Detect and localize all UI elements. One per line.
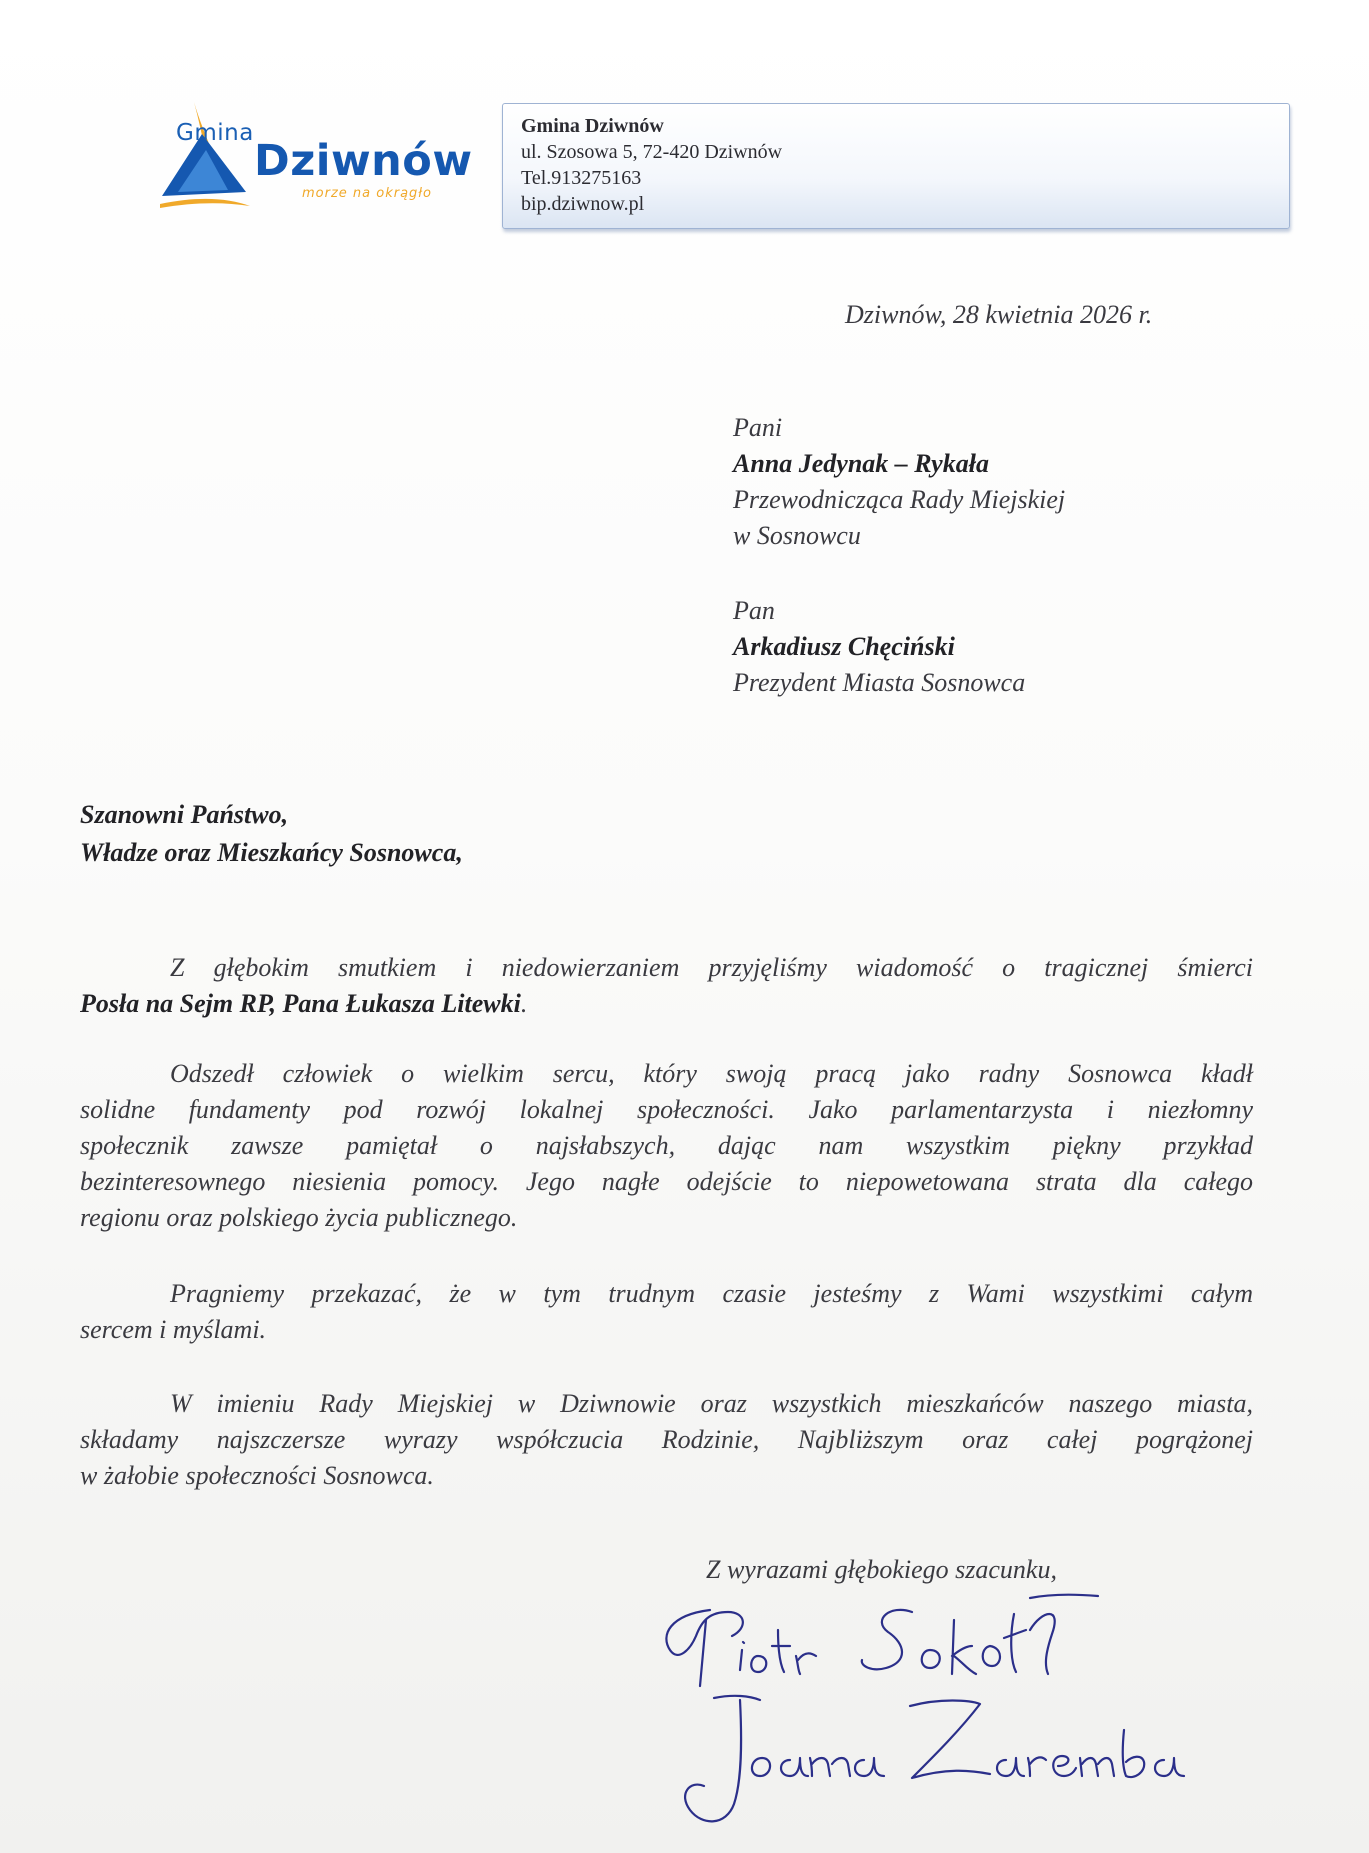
salutation-line-2: Władze oraz Mieszkańcy Sosnowca, bbox=[80, 838, 463, 867]
letter-date: Dziwnów, 28 kwietnia 2026 r. bbox=[845, 300, 1153, 329]
body-paragraph-2 bbox=[80, 1056, 1253, 1236]
signature-joanna-zaremba bbox=[685, 1696, 1184, 1822]
logo-text-dziwnow: Dziwnów bbox=[254, 136, 473, 186]
letterhead-phone: Tel.913275163 bbox=[521, 167, 642, 189]
body-paragraph-3 bbox=[80, 1276, 1253, 1348]
addressee-2-title: Pan bbox=[733, 596, 775, 625]
closing-phrase: Z wyrazami głębokiego szacunku, bbox=[706, 1555, 1057, 1584]
letterhead-website: bip.dziwnow.pl bbox=[521, 193, 645, 215]
logo-tagline: morze na okrągło bbox=[302, 186, 432, 201]
p1-line-1: Z głębokim smutkiem i niedowierzaniem przyjęliśmy wiadomość o tragicznej śmierci bbox=[170, 953, 1253, 982]
p2-line-5: regionu oraz polskiego życia publicznego. bbox=[80, 1203, 518, 1232]
p1-bold-name: Posła na Sejm RP, Pana Łukasza Litewki bbox=[80, 989, 521, 1018]
p2-line-4: bezinteresownego niesienia pomocy. Jego nagłe odejście to niepowetowana strata dla całego bbox=[80, 1167, 1253, 1196]
salutation-line-1: Szanowni Państwo, bbox=[80, 800, 289, 829]
addressee-1-role: Przewodnicząca Rady Miejskiej bbox=[733, 485, 1066, 514]
p1-line-2-end: . bbox=[520, 989, 528, 1018]
addressee-1-name: Anna Jedynak – Rykała bbox=[733, 449, 989, 478]
addressee-2-name: Arkadiusz Chęciński bbox=[733, 632, 955, 661]
addressee-2-role: Prezydent Miasta Sosnowca bbox=[733, 668, 1026, 697]
logo-text-gmina: Gmina bbox=[176, 120, 254, 146]
addressee-1-role-line2: w Sosnowcu bbox=[733, 521, 861, 550]
handwritten-signatures bbox=[650, 1590, 1210, 1840]
logo-wave-orange bbox=[160, 199, 250, 208]
p4-line-2: składamy najszczersze wyrazy współczucia Rodzinie, Najbliższym oraz całej pogrążonej bbox=[80, 1425, 1253, 1454]
body-paragraph-1 bbox=[80, 950, 1253, 1022]
p2-line-1: Odszedł człowiek o wielkim sercu, który swoją pracą jako radny Sosnowca kładł bbox=[170, 1059, 1253, 1088]
letterhead-box bbox=[502, 103, 1290, 229]
p3-line-2: sercem i myślami. bbox=[80, 1315, 267, 1344]
body-paragraph-4 bbox=[80, 1386, 1253, 1494]
p3-line-1: Pragniemy przekazać, że w tym trudnym czasie jesteśmy z Wami wszystkimi całym bbox=[170, 1279, 1253, 1308]
p4-line-3: w żałobie społeczności Sosnowca. bbox=[80, 1461, 434, 1490]
p2-line-3: społecznik zawsze pamiętał o najsłabszych, dając nam wszystkim piękny przykład bbox=[80, 1131, 1253, 1160]
addressee-1-title: Pani bbox=[733, 413, 783, 442]
signature-piotr-sokol bbox=[666, 1595, 1098, 1686]
p2-line-2: solidne fundamenty pod rozwój lokalnej społeczności. Jako parlamentarzysta i niezłomny bbox=[80, 1095, 1253, 1124]
letterhead-name: Gmina Dziwnów bbox=[521, 115, 664, 137]
p4-line-1: W imieniu Rady Miejskiej w Dziwnowie oraz wszystkich mieszkańców naszego miasta, bbox=[170, 1389, 1253, 1418]
letterhead-address: ul. Szosowa 5, 72-420 Dziwnów bbox=[521, 141, 783, 163]
